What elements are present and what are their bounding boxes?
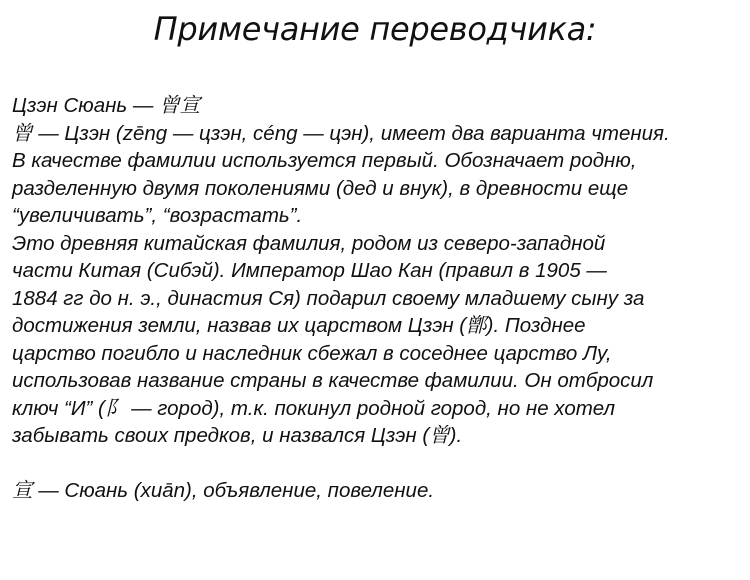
note-line: части Китая (Сибэй). Император Шао Кан (правил в 1905 — (12, 259, 607, 282)
note-body (12, 92, 748, 505)
note-line: достижения земли, назвав их царством Цзэн (鄫). Позднее (12, 314, 586, 337)
note-line: В качестве фамилии используется первый. Обозначает родню, (12, 149, 637, 172)
note-line: Это древняя китайская фамилия, родом из северо-западной (12, 231, 606, 255)
note-line: разделенную двумя поколениями (дед и внук), в древности еще (12, 176, 629, 200)
note-line: Цзэн Сюань — 曾宣 (12, 94, 201, 117)
note-line: “увеличивать”, “возрастать”. (12, 204, 303, 227)
note-line: царство погибло и наследник сбежал в соседнее царство Лу, (12, 341, 612, 365)
paragraph-gap (12, 450, 748, 478)
note-line: забывать своих предков, и назвался Цзэн (曾). (12, 424, 463, 447)
page-title: Примечание переводчика: (153, 10, 597, 48)
note-line: использовав название страны в качестве фамилии. Он отбросил (12, 369, 654, 392)
note-line: 宣 — Сюань (xuān), объявление, повеление. (12, 479, 435, 502)
note-line: ключ “И” (阝 — город), т.к. покинул родной город, но не хотел (12, 396, 616, 420)
note-line: 曾 — Цзэн (zēng — цзэн, céng — цэн), имеет два варианта чтения. (12, 121, 670, 145)
note-line: 1884 гг до н. э., династия Ся) подарил своему младшему сыну за (12, 286, 645, 310)
